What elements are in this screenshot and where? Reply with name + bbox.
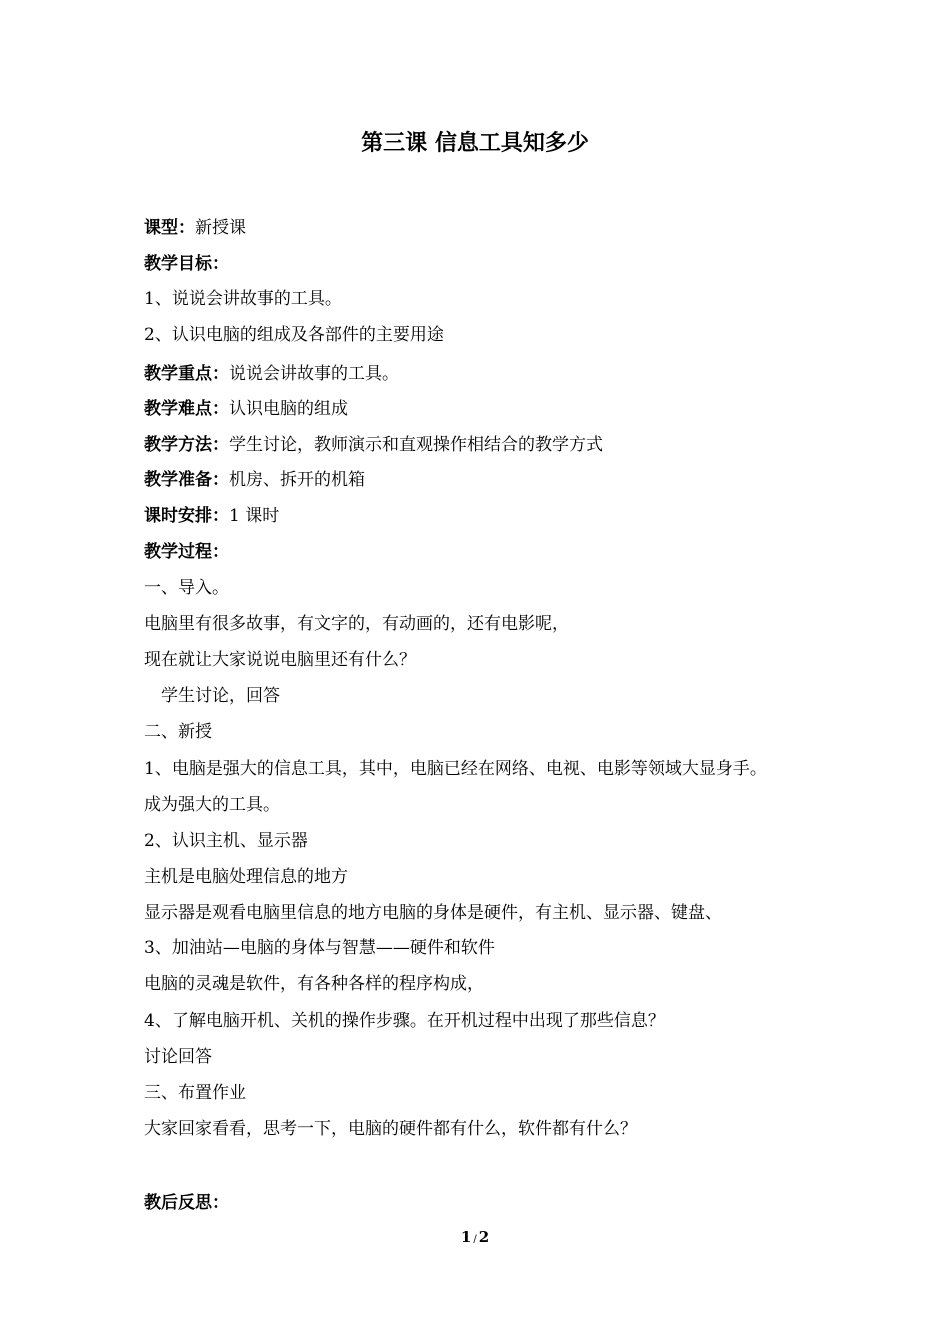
course-type-line: [144, 216, 246, 240]
key-point-value: 说说会讲故事的工具。: [229, 364, 399, 384]
process-heading: 教学过程：: [144, 542, 229, 562]
schedule-value: 1 课时: [229, 506, 280, 526]
process-line: 讨论回答: [144, 1047, 212, 1067]
key-point-line: [144, 362, 399, 386]
preparation-value: 机房、拆开的机箱: [229, 470, 365, 490]
process-line: 2、认识主机、显示器: [144, 831, 308, 851]
process-line: 电脑的灵魂是软件，有各种各样的程序构成，: [144, 974, 484, 994]
process-line: 3、加油站—电脑的身体与智慧——硬件和软件: [144, 938, 495, 958]
process-line: 学生讨论，回答: [144, 686, 280, 706]
key-point-label: 教学重点：: [144, 364, 229, 384]
process-line: 三、布置作业: [144, 1083, 246, 1103]
page-number: [0, 1228, 950, 1246]
objective-item: 2、认识电脑的组成及各部件的主要用途: [144, 325, 444, 345]
process-line: 成为强大的工具。: [144, 795, 280, 815]
method-line: [144, 433, 603, 457]
objective-item: 1、说说会讲故事的工具。: [144, 289, 342, 309]
page-total: 2: [478, 1228, 490, 1246]
schedule-label: 课时安排：: [144, 506, 229, 526]
course-type-label: 课型：: [144, 218, 195, 238]
page-separator: /: [473, 1234, 477, 1245]
process-line: 大家回家看看，思考一下，电脑的硬件都有什么，软件都有什么？: [144, 1119, 637, 1139]
process-line: 4、了解电脑开机、关机的操作步骤。在开机过程中出现了那些信息？: [144, 1011, 665, 1031]
difficulty-value: 认识电脑的组成: [229, 399, 348, 419]
schedule-line: [144, 504, 279, 528]
process-line: 现在就让大家说说电脑里还有什么？: [144, 650, 416, 670]
difficulty-line: [144, 397, 348, 421]
method-label: 教学方法：: [144, 435, 229, 455]
process-line: 主机是电脑处理信息的地方: [144, 867, 348, 887]
process-line: 一、导入。: [144, 578, 229, 598]
difficulty-label: 教学难点：: [144, 399, 229, 419]
process-line: 电脑里有很多故事，有文字的，有动画的，还有电影呢，: [144, 614, 569, 634]
page-title: 第三课 信息工具知多少: [361, 130, 589, 156]
method-value: 学生讨论，教师演示和直观操作相结合的教学方式: [229, 435, 603, 455]
reflection-heading: 教后反思：: [144, 1193, 229, 1213]
preparation-line: [144, 468, 365, 492]
process-line: 二、新授: [144, 722, 212, 742]
process-line: 显示器是观看电脑里信息的地方电脑的身体是硬件，有主机、显示器、键盘、: [144, 903, 722, 923]
objectives-heading: 教学目标：: [144, 254, 229, 274]
page-current: 1: [460, 1228, 472, 1246]
preparation-label: 教学准备：: [144, 470, 229, 490]
process-line: 1、电脑是强大的信息工具，其中，电脑已经在网络、电视、电影等领域大显身手。: [144, 759, 767, 779]
course-type-value: 新授课: [195, 218, 246, 238]
